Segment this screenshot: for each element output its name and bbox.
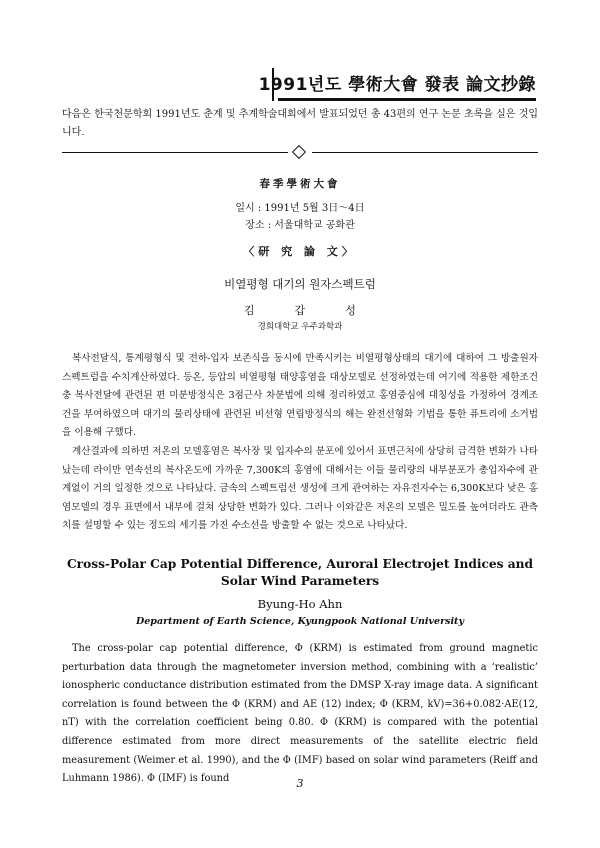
english-paper-affiliation: Department of Earth Science, Kyungpook National University [136, 616, 464, 627]
section-label: 〈研 究 論 文〉 [243, 245, 357, 258]
header-title: 1991년도 學術大會 發表 論文抄錄 [258, 75, 536, 95]
english-paper-author: Byung-Ho Ahn [257, 597, 343, 611]
english-paper-title-line1: Cross-Polar Cap Potential Difference, Auroral Electrojet Indices and [66, 557, 534, 571]
section-divider [62, 146, 538, 158]
meeting-place: 장소 : 서울대학교 공화관 [245, 220, 355, 231]
korean-paper-title: 비열평형 대기의 원자스펙트럼 [224, 277, 376, 291]
korean-paper-affiliation: 경희대학교 우주과학과 [257, 322, 343, 332]
abstract-paragraph: 복사전달식, 통계평형식 및 전하-입자 보존식을 동시에 만족시키는 비열평형상태의 대기에 대하여 그 방출원자 스펙트럼을 수치계산하였다. 등온, 등압의 비열평형 태양홍염을 대상모델로 선정하였는데 여기에 적용한 제한조건충 복사전달에 관련된 편 미분방정식은 3점근사 차분법에 의해 정리하였고 홍염중심에 대칭성을 가정하여 경계조건을 부여하였으며 대기의 물리상태에 관련된 비선형 연립방정식의 해는 완전선형화 기법을 통한 퓨트리에 소거법을 이용해 구했다. [62, 353, 538, 439]
intro-text: 다음은 한국천문학회 1991년도 춘계 및 추계학술대회에서 발표되었던 총 43편의 연구 논문 초록을 실은 것입니다. [62, 109, 538, 138]
meeting-title: 春季學術大會 [259, 178, 341, 190]
page-number: 3 [296, 777, 304, 790]
english-paper-title-line2: Solar Wind Parameters [220, 574, 380, 588]
divider-line-left [62, 152, 288, 153]
english-paper-title [0, 556, 600, 590]
english-paper-abstract [62, 640, 538, 789]
meeting-date: 일시 : 1991년 5월 3日～4日 [235, 203, 365, 214]
abstract-paragraph: The cross-polar cap potential difference, Φ (KRM) is estimated from ground magnetic perturbation data through the magnetometer inversion method, combining with a ‘realistic’ ionospheric conductance distribution estimated from the DMSP X-ray image data. A significant correlation is found between the Φ (KRM) and AE (12) index; Φ (KRM, kV)=36+0.082·AE(12, nT) with the correlation coefficient being 0.80. Φ (KRM) is compared with the potential difference estimated from more direct measurements of the satellite electric field measurement (Weimer et al. 1990), and the Φ (IMF) based on solar wind parameters (Reiff and Luhmann 1986). Φ (IMF) is found [62, 643, 538, 785]
header-banner [258, 68, 536, 101]
diamond-ornament-icon [292, 145, 306, 159]
abstract-paragraph: 계산결과에 의하면 저온의 모델홍염은 복사장 및 입자수의 분포에 있어서 표면근처에 상당히 급격한 변화가 나타났는데 라이만 연속선의 복사온도에 가까운 7,300K의 홍염에 대해서는 이들 물리량의 내부분포가 총입자수에 관계없이 거의 일정한 것으로 나타났다. 금속의 스펙트럼선 생성에 크게 관여하는 자유전자수는 6,300K보다 낮은 홍염모델의 경우 표면에서 내부에 걸쳐 상당한 변화가 있다. 그러나 이와같은 저온의 모델은 밀도를 높여더라도 관측치를 설명할 수 있는 정도의 세기를 가진 수소선을 방출할 수 없는 것으로 나타났다. [62, 445, 538, 532]
korean-paper-abstract [62, 350, 538, 536]
divider-line-right [312, 152, 538, 153]
korean-paper-author: 김갑성 [244, 304, 396, 317]
